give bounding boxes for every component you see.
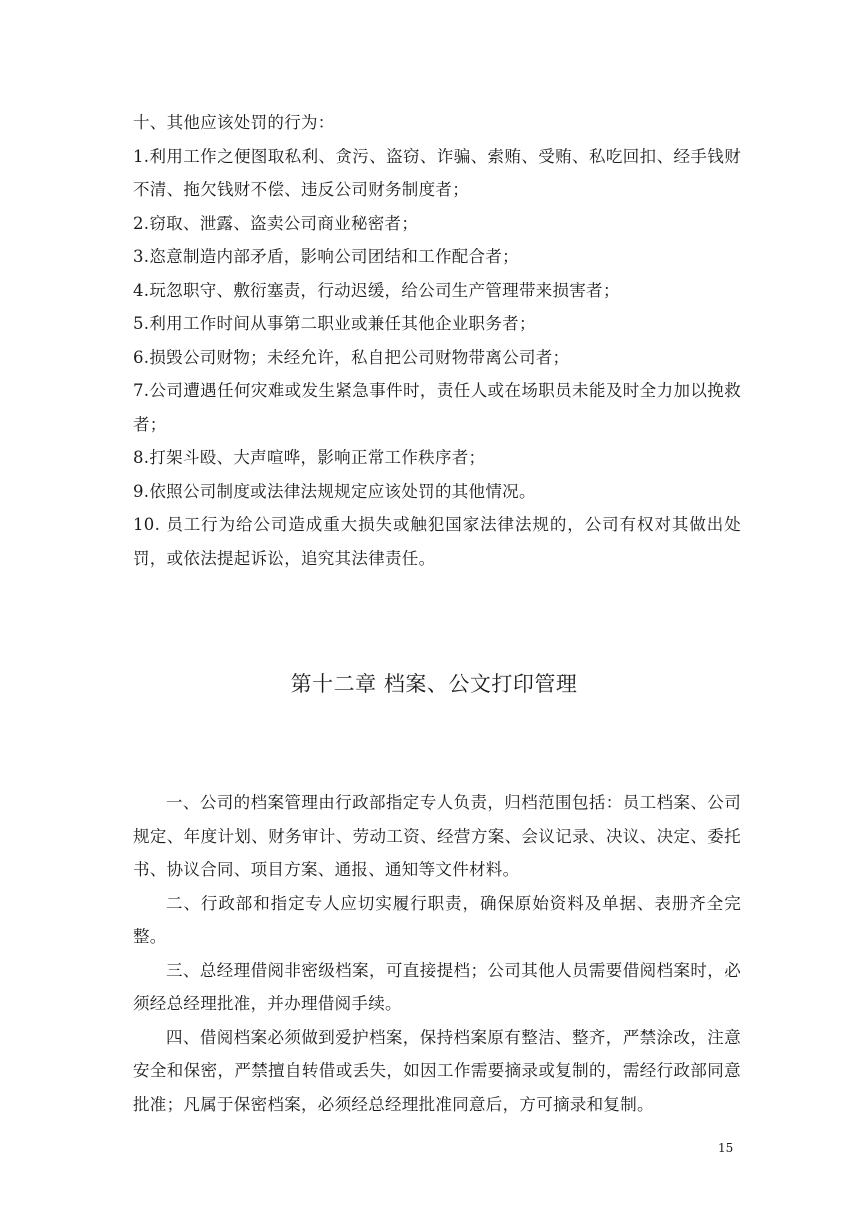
page-number: 15 xyxy=(718,1141,734,1155)
archive-management-section xyxy=(133,786,741,1121)
chapter-title: 第十二章 档案、公文打印管理 xyxy=(290,672,578,696)
list-item: 10. 员工行为给公司造成重大损失或触犯国家法律法规的，公司有权对其做出处罚，或依法提起诉讼，追究其法律责任。 xyxy=(133,515,741,568)
list-item: 1.利用工作之便图取私利、贪污、盗窃、诈骗、索贿、受贿、私吃回扣、经手钱财不清、拖欠钱财不偿、违反公司财务制度者； xyxy=(133,146,741,199)
paragraph: 一、公司的档案管理由行政部指定专人负责，归档范围包括：员工档案、公司规定、年度计划、财务审计、劳动工资、经营方案、会议记录、决议、决定、委托书、协议合同、项目方案、通报、通知等文件材料。 xyxy=(133,793,741,879)
paragraph: 二、行政部和指定专人应切实履行职责，确保原始资料及单据、表册齐全完整。 xyxy=(133,893,741,946)
penalty-behaviors-section xyxy=(133,106,741,575)
list-item: 5.利用工作时间从事第二职业或兼任其他企业职务者； xyxy=(133,314,536,333)
list-item: 2.窃取、泄露、盗卖公司商业秘密者； xyxy=(133,213,419,233)
list-item: 6.损毁公司财物；未经允许，私自把公司财物带离公司者； xyxy=(133,347,570,367)
list-item: 4.玩忽职守、敷衍塞责，行动迟缓，给公司生产管理带来损害者； xyxy=(133,280,620,300)
section-heading: 十、其他应该处罚的行为： xyxy=(133,113,335,132)
list-item: 8.打架斗殴、大声喧哗，影响正常工作秩序者； xyxy=(133,448,486,467)
list-item: 9.依照公司制度或法律法规规定应该处罚的其他情况。 xyxy=(133,481,536,501)
list-item: 7.公司遭遇任何灾难或发生紧急事件时，责任人或在场职员未能及时全力加以挽救者； xyxy=(133,381,741,434)
paragraph: 四、借阅档案必须做到爱护档案，保持档案原有整洁、整齐，严禁涂改，注意安全和保密，严禁擅自转借或丢失，如因工作需要摘录或复制的，需经行政部同意批准；凡属于保密档案，必须经总经理批准同意后，方可摘录和复制。 xyxy=(133,1027,741,1114)
paragraph: 三、总经理借阅非密级档案，可直接提档；公司其他人员需要借阅档案时，必须经总经理批准，并办理借阅手续。 xyxy=(133,960,741,1013)
list-item: 3.恣意制造内部矛盾，影响公司团结和工作配合者； xyxy=(133,247,519,266)
